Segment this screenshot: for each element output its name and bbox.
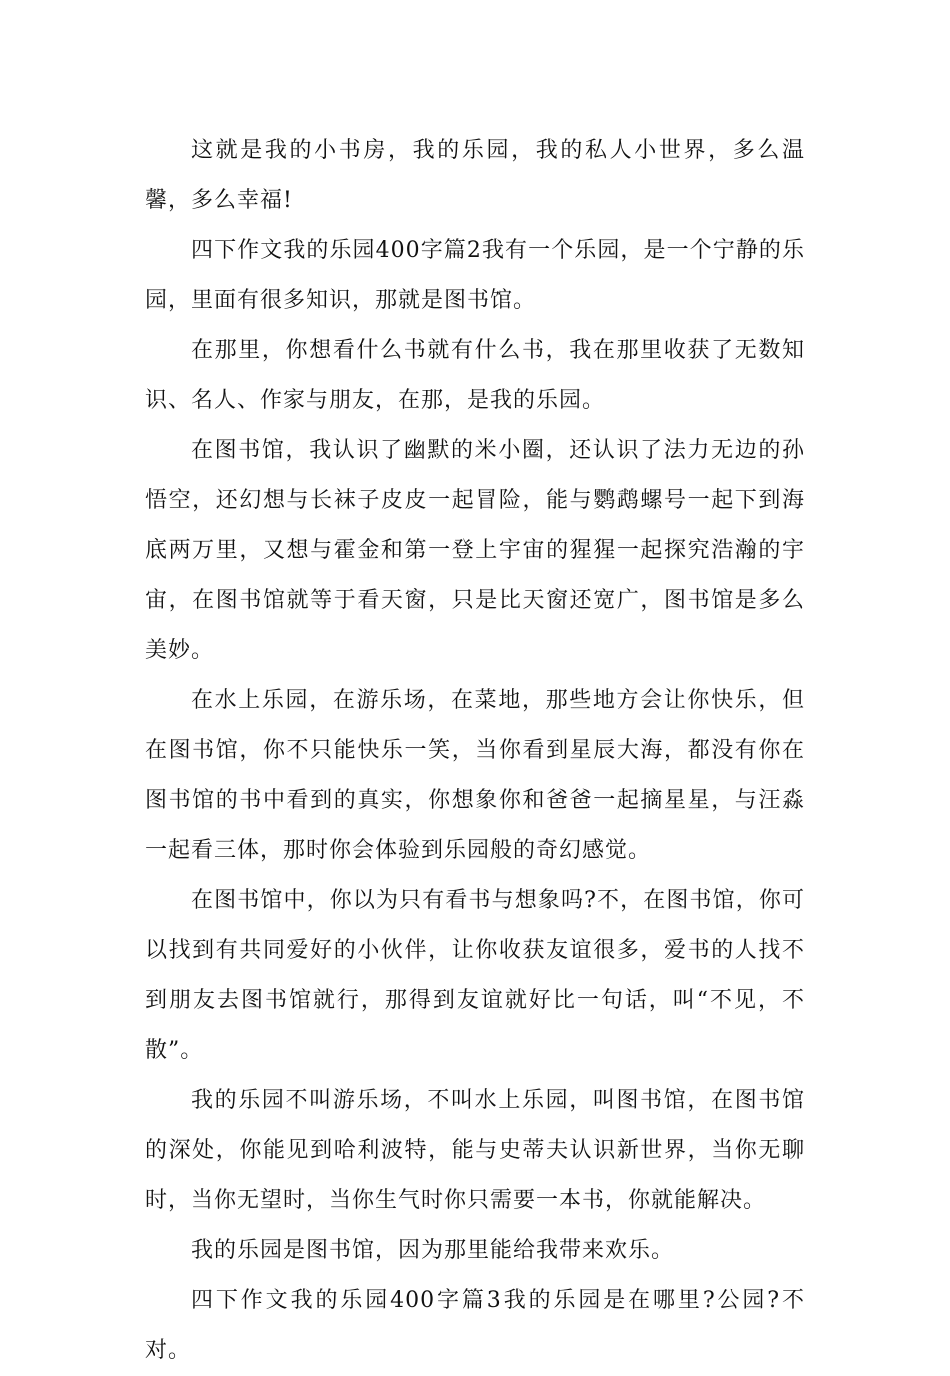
paragraph-5: 在水上乐园，在游乐场，在菜地，那些地方会让你快乐，但在图书馆，你不只能快乐一笑，当你看到星辰大海，都没有你在图书馆的书中看到的真实，你想象你和爸爸一起摘星星，与汪淼一起看三体，那时你会体验到乐园般的奇幻感觉。 [145, 688, 805, 863]
paragraph-1: 这就是我的小书房，我的乐园，我的私人小世界，多么温馨，多么幸福! [145, 138, 805, 213]
paragraph-2: 四下作文我的乐园400字篇2我有一个乐园，是一个宁静的乐园，里面有很多知识，那就是图书馆。 [145, 238, 805, 313]
paragraph-4: 在图书馆，我认识了幽默的米小圈，还认识了法力无边的孙悟空，还幻想与长袜子皮皮一起冒险，能与鹦鹉螺号一起下到海底两万里，又想与霍金和第一登上宇宙的猩猩一起探究浩瀚的宇宙，在图书馆就等于看天窗，只是比天窗还宽广，图书馆是多么美妙。 [145, 438, 805, 663]
paragraph-9: 四下作文我的乐园400字篇3我的乐园是在哪里?公园?不对。 [145, 1288, 805, 1363]
document-body [145, 126, 805, 1376]
paragraph-7: 我的乐园不叫游乐场，不叫水上乐园，叫图书馆，在图书馆的深处，你能见到哈利波特，能与史蒂夫认识新世界，当你无聊时，当你无望时，当你生气时你只需要一本书，你就能解决。 [145, 1088, 805, 1213]
paragraph-3: 在那里，你想看什么书就有什么书，我在那里收获了无数知识、名人、作家与朋友，在那，是我的乐园。 [145, 338, 805, 413]
paragraph-8: 我的乐园是图书馆，因为那里能给我带来欢乐。 [191, 1238, 675, 1263]
paragraph-6: 在图书馆中，你以为只有看书与想象吗?不，在图书馆，你可以找到有共同爱好的小伙伴，让你收获友谊很多，爱书的人找不到朋友去图书馆就行，那得到友谊就好比一句话，叫“不见，不散”。 [145, 888, 805, 1063]
